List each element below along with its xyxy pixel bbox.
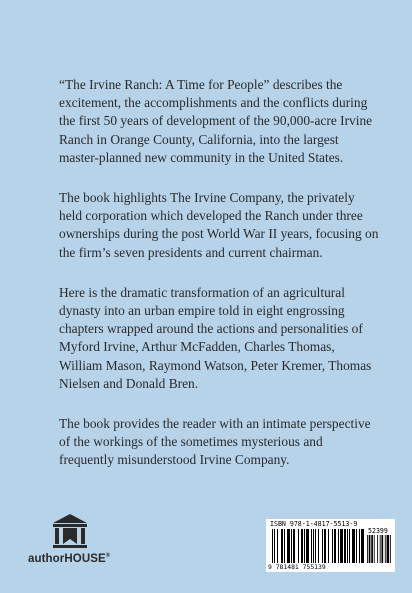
barcode-bar [322, 529, 323, 563]
barcode-bar [298, 529, 299, 563]
barcode-bar [291, 529, 292, 563]
barcode-bar [284, 529, 285, 563]
barcode-bar [374, 535, 375, 563]
barcode-bar [361, 529, 364, 563]
blurb-paragraph-2: The book highlights The Irvine Company, the privately held corporation which developed the Ranch under three ownerships during the post World War II years, focusing on the firm’s seven presidents and current chairman. [59, 190, 379, 260]
barcode-digits: 9 781481 755139 [268, 563, 326, 571]
blurb-paragraph-3: Here is the dramatic transformation of an agricultural dynasty into an urban empire told in eight engrossing chapters wrapped around the actions and personalities of Myford Irvine, Arthur McFadden, Charles Thomas, William Mason, Raymond Watson, Peter Kremer, Thomas Nielsen and Donald Bren. [59, 284, 372, 391]
barcode-bar [272, 529, 273, 563]
barcode-bar [324, 529, 326, 563]
barcode-bar [313, 529, 314, 563]
barcode-bar [304, 529, 305, 563]
barcode-bar [334, 529, 336, 563]
isbn-label: ISBN 978-1-4817-5513-9 [270, 520, 358, 528]
barcode-bar [356, 529, 357, 563]
ean13-bars [272, 529, 364, 563]
barcode-bar [340, 529, 343, 563]
barcode-bar [328, 529, 329, 563]
barcode-bar [301, 529, 303, 563]
barcode-bar [318, 529, 319, 563]
barcode-bar [277, 529, 278, 563]
publisher-name-prefix: author [28, 553, 65, 565]
publisher-logo [28, 513, 128, 573]
barcode-bar [338, 529, 339, 563]
publisher-name-suffix: HOUSE [64, 553, 106, 565]
barcode-bar [311, 529, 312, 563]
barcode-bar [387, 535, 390, 563]
barcode-bar [385, 535, 386, 563]
barcode-bar [371, 535, 373, 563]
barcode-bar [390, 535, 391, 563]
addon-bars [367, 535, 392, 563]
barcode-bar [344, 529, 346, 563]
barcode-bar [377, 535, 378, 563]
publisher-name [28, 553, 110, 565]
barcode-bar [380, 535, 381, 563]
blurb-paragraph-4: The book provides the reader with an intimate perspective of the workings of the sometimes mysterious and frequently misunderstood Irvine Company. [59, 416, 371, 468]
blurb-text [59, 76, 379, 492]
house-bookmark-icon [50, 513, 90, 549]
barcode-bar [381, 535, 383, 563]
barcode-bar [287, 529, 290, 563]
barcode-bar [293, 529, 295, 563]
barcode-bar [332, 529, 333, 563]
barcode-bar [274, 529, 275, 563]
barcode-bar [352, 529, 355, 563]
blurb-paragraph-1: “The Irvine Ranch: A Time for People” describes the excitement, the accomplishments and the conflicts during the first 50 years of development of the 90,000-acre Irvine Ranch in Orange County, California, into the largest master-planned new community in the United States. [59, 77, 373, 165]
price-addon-code: 52399 [368, 527, 388, 535]
barcode-bar [315, 529, 316, 563]
barcode-bar [369, 535, 371, 563]
barcode-bar [306, 529, 309, 563]
registered-mark: ® [105, 553, 111, 560]
barcode-bar [359, 529, 360, 563]
isbn-barcode [266, 519, 395, 572]
barcode-bar [349, 529, 350, 563]
barcode-bar [367, 535, 368, 563]
barcode-bar [281, 529, 283, 563]
barcode-bar [347, 529, 348, 563]
